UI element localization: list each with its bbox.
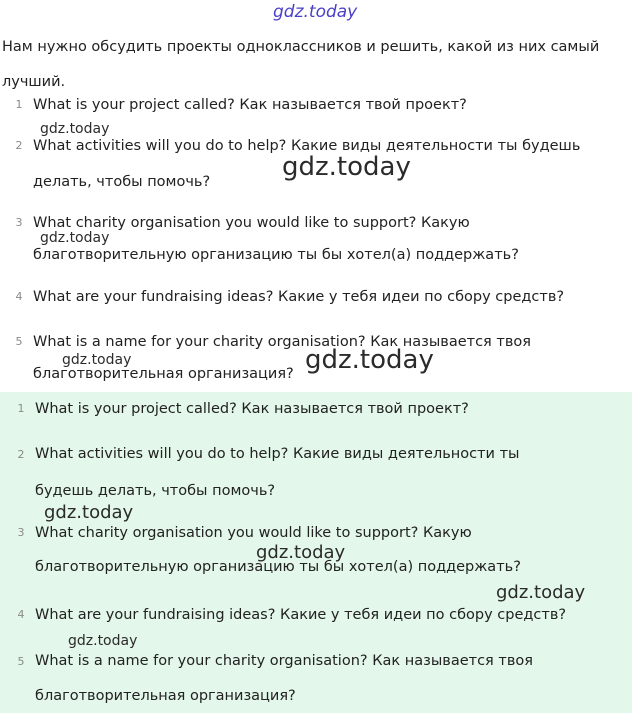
item-text: What is a name for your charity organisation? Как называется твоя благотворительная организация? [33, 334, 531, 382]
item-text: What are your fundraising ideas? Какие у тебя идеи по сбору средств? [33, 289, 565, 305]
item-number: 1 [15, 98, 23, 111]
item-text: What is a name for your charity organisation? Как называется твоя благотворительная организация? [35, 653, 533, 704]
watermark: gdz.today [40, 121, 110, 137]
item-number: 2 [17, 448, 25, 461]
watermark-top: gdz.today [273, 2, 358, 22]
item-text: What is your project called? Как называется твой проект? [33, 97, 467, 113]
item-text: What is your project called? Как называется твой проект? [35, 401, 469, 417]
item-text: What charity organisation you would like to support? Какую благотворительную организацию ты бы хотел(а) поддержать? [33, 215, 519, 263]
watermark: gdz.today [44, 502, 134, 523]
item-text: What activities will you do to help? Какие виды деятельности ты будешь делать, чтобы помочь? [33, 138, 581, 190]
item-number: 4 [15, 290, 23, 303]
watermark: gdz.today [256, 542, 346, 563]
watermark: gdz.today [282, 152, 411, 182]
list-item [0, 600, 626, 630]
item-number: 4 [17, 608, 25, 621]
watermark: gdz.today [68, 633, 138, 649]
item-text: What activities will you do to help? Какие виды деятельности ты будешь делать, чтобы помочь? [35, 446, 520, 499]
item-number: 1 [17, 402, 25, 415]
watermark: gdz.today [496, 582, 586, 603]
list-item [0, 436, 626, 510]
list-item [0, 92, 620, 118]
list-item [0, 394, 626, 424]
list-item [0, 644, 626, 714]
watermark: gdz.today [305, 345, 434, 375]
item-number: 5 [17, 655, 25, 668]
item-number: 3 [17, 526, 25, 539]
watermark: gdz.today [40, 230, 110, 246]
watermark: gdz.today [62, 352, 132, 368]
item-number: 3 [15, 216, 23, 229]
item-text: What charity organisation you would like to support? Какую благотворительную организацию ты бы хотел(а) поддержать? [35, 525, 521, 575]
list-item [0, 284, 620, 310]
item-number: 2 [15, 139, 23, 152]
item-text: What are your fundraising ideas? Какие у тебя идеи по сбору средств? [35, 607, 567, 623]
intro-text: Нам нужно обсудить проекты одноклассников и решить, какой из них самый лучший. [2, 39, 600, 90]
item-number: 5 [15, 335, 23, 348]
